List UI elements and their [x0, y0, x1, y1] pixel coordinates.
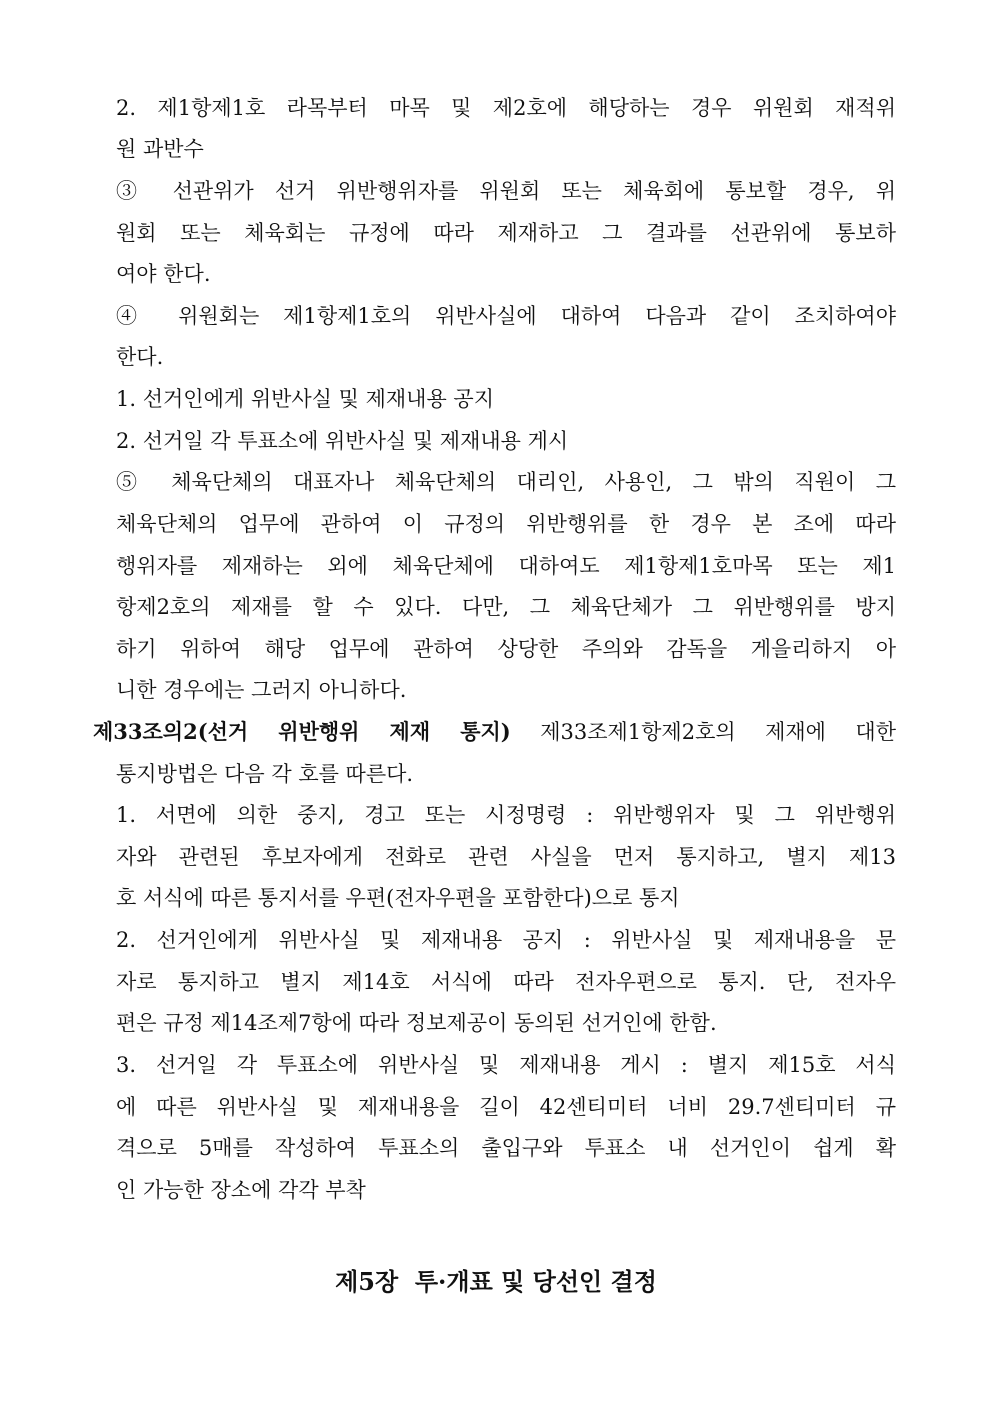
text-line: 항제2호의 제재를 할 수 있다. 다만, 그 체육단체가 그 위반행위를 방지 [116, 595, 896, 619]
text-line: 자로 통지하고 별지 제14호 서식에 따라 전자우편으로 통지. 단, 전자우 [116, 970, 896, 994]
text-line: 자와 관련된 후보자에게 전화로 관련 사실을 먼저 통지하고, 별지 제13 [116, 845, 896, 869]
text-line: 통지방법은 다음 각 호를 따른다. [116, 762, 414, 786]
text-line: 니한 경우에는 그러지 아니하다. [116, 678, 407, 702]
text-line: 원 과반수 [116, 137, 204, 161]
article-heading-rest: 제33조제1항제2호의 제재에 대한 [510, 720, 897, 744]
text-line: 호 서식에 따른 통지서를 우편(전자우편을 포함한다)으로 통지 [116, 886, 680, 910]
text-line: 1. 선거인에게 위반사실 및 제재내용 공지 [116, 387, 494, 411]
text-line: 1. 서면에 의한 중지, 경고 또는 시정명령 : 위반행위자 및 그 위반행위 [116, 803, 896, 827]
text-line: ③ 선관위가 선거 위반행위자를 위원회 또는 체육회에 통보할 경우, 위 [116, 179, 896, 203]
article-heading: 제33조의2(선거 위반행위 제재 통지) [93, 719, 511, 744]
text-line: 인 가능한 장소에 각각 부착 [116, 1178, 366, 1202]
text-line: 한다. [116, 345, 164, 369]
article-heading-line [93, 717, 896, 747]
text-line: 체육단체의 업무에 관하여 이 규정의 위반행위를 한 경우 본 조에 따라 [116, 512, 896, 536]
text-line: 여야 한다. [116, 262, 211, 286]
text-line: ⑤ 체육단체의 대표자나 체육단체의 대리인, 사용인, 그 밖의 직원이 그 [116, 470, 896, 494]
text-line: 2. 선거일 각 투표소에 위반사실 및 제재내용 게시 [116, 429, 569, 453]
text-line: 2. 선거인에게 위반사실 및 제재내용 공지 : 위반사실 및 제재내용을 문 [116, 928, 896, 952]
text-line: 3. 선거일 각 투표소에 위반사실 및 제재내용 게시 : 별지 제15호 서식 [116, 1053, 896, 1077]
text-line: 격으로 5매를 작성하여 투표소의 출입구와 투표소 내 선거인이 쉽게 확 [116, 1136, 896, 1160]
text-line: 편은 규정 제14조제7항에 따라 정보제공이 동의된 선거인에 한함. [116, 1011, 717, 1035]
text-line: 하기 위하여 해당 업무에 관하여 상당한 주의와 감독을 게을리하지 아 [116, 637, 896, 661]
chapter-title: 제5장 투·개표 및 당선인 결정 [335, 1267, 657, 1296]
text-line: 2. 제1항제1호 라목부터 마목 및 제2호에 해당하는 경우 위원회 재적위 [116, 96, 896, 120]
text-line: 원회 또는 체육회는 규정에 따라 제재하고 그 결과를 선관위에 통보하 [116, 221, 896, 245]
text-line: 에 따른 위반사실 및 제재내용을 길이 42센티미터 너비 29.7센티미터 규 [116, 1095, 896, 1119]
text-line: 행위자를 제재하는 외에 체육단체에 대하여도 제1항제1호마목 또는 제1 [116, 554, 896, 578]
text-line: ④ 위원회는 제1항제1호의 위반사실에 대하여 다음과 같이 조치하여야 [116, 304, 896, 328]
